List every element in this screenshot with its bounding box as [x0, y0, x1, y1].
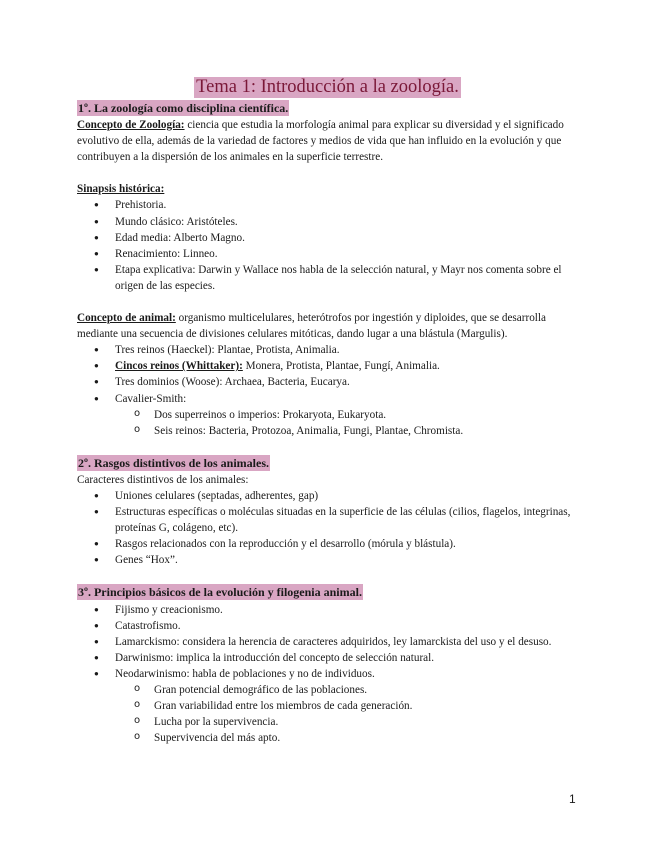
document-content — [77, 100, 580, 746]
section-3-heading: 3º. Principios básicos de la evolución y filogenia animal. — [78, 585, 362, 600]
sub-list-item: o Dos superreinos o imperios: Prokaryota, Eukaryota. — [77, 407, 580, 423]
sub-list-item: o Lucha por la supervivencia. — [77, 714, 580, 730]
list-item: ● Fijismo y creacionismo. — [77, 602, 580, 618]
sub-list-item: o Gran variabilidad entre los miembros de cada generación. — [77, 698, 580, 714]
list-item: ● Lamarckismo: considera la herencia de caracteres adquiridos, ley lamarckista del uso y el desuso. — [77, 634, 580, 650]
list-item: ● Etapa explicativa: Darwin y Wallace nos habla de la selección natural, y Mayr nos comenta sobre el origen de las especies. — [77, 262, 580, 294]
neodarwinismo-sublist — [77, 682, 580, 746]
sub-list-item: o Supervivencia del más apto. — [77, 730, 580, 746]
list-item: ● Rasgos relacionados con la reproducción y el desarrollo (mórula y blástula). — [77, 536, 580, 552]
zoologia-text: ciencia que estudia la morfología animal para explicar su diversidad y el significado evolutivo de ella, además de la variedad de factores y medios de vida que han influido en la evolución y que contribuyen a la dispersión de los animales en la superficie terrestre. — [77, 119, 564, 164]
list-item: ● Genes “Hox”. — [77, 552, 580, 568]
principios-list — [77, 602, 580, 682]
whittaker-text: Monera, Protista, Plantae, Fungí, Animalia. — [242, 360, 440, 373]
animal-label: Concepto de animal: — [77, 312, 176, 325]
list-item: ● Uniones celulares (septadas, adherentes, gap) — [77, 488, 580, 504]
section-2-intro: Caracteres distintivos de los animales: — [77, 473, 249, 486]
list-item — [77, 358, 580, 374]
section-1-heading: 1º. La zoología como disciplina científica. — [78, 101, 289, 115]
cavalier-label: Cavalier-Smith: — [115, 392, 187, 405]
list-item: ● Prehistoria. — [77, 197, 580, 213]
sinapsis-label: Sinapsis histórica: — [77, 183, 165, 196]
list-item: ● Neodarwinismo: habla de poblaciones y no de individuos. — [77, 666, 580, 682]
list-item: ● Estructuras específicas o moléculas situadas en la superficie de las células (cilios, flagelos, integrinas, proteínas G, colágeno, etc). — [77, 504, 580, 536]
whittaker-label: Cincos reinos (Whittaker): — [115, 360, 243, 373]
cavalier-sublist — [77, 407, 580, 439]
zoologia-definition — [77, 117, 580, 165]
animal-definition — [77, 310, 580, 342]
sinapsis-list — [77, 197, 580, 294]
title-container — [0, 77, 655, 98]
list-item: ● Renacimiento: Linneo. — [77, 246, 580, 262]
section-2-heading: 2º. Rasgos distintivos de los animales. — [78, 455, 269, 470]
list-item: ● Tres dominios (Woose): Archaea, Bacteria, Eucarya. — [77, 374, 580, 390]
page-number: 1 — [569, 792, 576, 806]
list-item: ● Tres reinos (Haeckel): Plantae, Protista, Animalia. — [77, 342, 580, 358]
reinos-list — [77, 342, 580, 406]
animal-text: organismo multicelulares, heterótrofos por ingestión y diploides, que se desarrolla mediante una secuencia de divisiones celulares mitóticas, dando lugar a una blástula (Margulis). — [77, 312, 546, 341]
list-item: ● Darwinismo: implica la introducción del concepto de selección natural. — [77, 650, 580, 666]
sub-list-item: o Gran potencial demográfico de las poblaciones. — [77, 682, 580, 698]
document-title: Tema 1: Introducción a la zoología. — [196, 77, 459, 97]
list-item — [77, 391, 580, 407]
rasgos-list — [77, 488, 580, 568]
list-item: ● Mundo clásico: Aristóteles. — [77, 214, 580, 230]
list-item: ● Catastrofismo. — [77, 618, 580, 634]
sub-list-item: o Seis reinos: Bacteria, Protozoa, Animalia, Fungi, Plantae, Chromista. — [77, 423, 580, 439]
zoologia-label: Concepto de Zoología: — [77, 119, 185, 132]
list-item: ● Edad media: Alberto Magno. — [77, 230, 580, 246]
